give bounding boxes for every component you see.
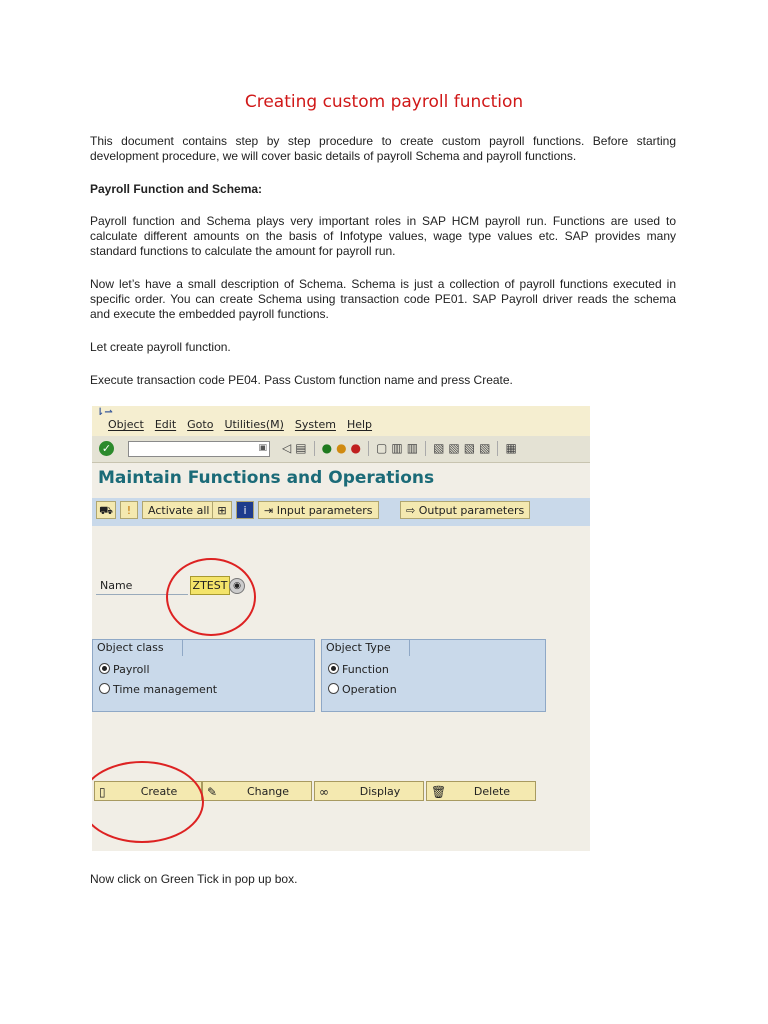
radio-function[interactable] xyxy=(328,663,389,676)
delete-label: Delete xyxy=(473,785,511,798)
object-type-title: Object Type xyxy=(321,639,410,656)
previous-page-icon[interactable]: ▧ xyxy=(448,441,460,455)
find-icon[interactable]: ▥ xyxy=(391,441,403,455)
display-label: Display xyxy=(359,785,401,798)
document-title: Creating custom payroll function xyxy=(244,92,524,112)
menu-system[interactable]: System xyxy=(294,418,336,431)
find-next-icon[interactable]: ▥ xyxy=(406,441,419,455)
save-icon[interactable]: ▤ xyxy=(295,441,307,455)
output-parameters-button[interactable] xyxy=(400,501,530,519)
radio-unselected-icon xyxy=(328,683,339,694)
radio-time-management-label: Time management xyxy=(113,683,218,696)
radio-payroll-label: Payroll xyxy=(113,663,150,676)
radio-payroll[interactable] xyxy=(99,663,150,676)
radio-unselected-icon xyxy=(99,683,110,694)
output-arrow-icon: ⇨ xyxy=(406,504,419,517)
application-toolbar xyxy=(92,498,590,526)
change-label: Change xyxy=(246,785,290,798)
intro-paragraph: This document contains step by step procedure to create custom payroll functions. Before starting development procedure, we will cover basic details of payroll Schema and payroll functions. xyxy=(90,134,676,163)
highlight-circle-name xyxy=(166,558,256,636)
highlight-circle-create xyxy=(92,761,204,843)
activate-all-button[interactable]: Activate all xyxy=(142,501,215,519)
radio-function-label: Function xyxy=(342,663,389,676)
glasses-icon: ∞ xyxy=(319,785,329,799)
back-icon[interactable]: ● xyxy=(321,441,333,455)
value-help-icon[interactable]: ◉ xyxy=(229,578,245,594)
warning-icon[interactable]: ! xyxy=(120,501,138,519)
hierarchy-icon[interactable]: ⊞ xyxy=(212,501,232,519)
create-label: Create xyxy=(140,785,178,798)
dropdown-icon[interactable]: ▣ xyxy=(258,443,267,453)
radio-selected-icon xyxy=(99,663,110,674)
radio-selected-icon xyxy=(328,663,339,674)
last-page-icon[interactable]: ▧ xyxy=(479,441,491,455)
toolbar-separator xyxy=(368,441,369,456)
input-parameters-button[interactable] xyxy=(258,501,379,519)
radio-operation-label: Operation xyxy=(342,683,397,696)
pencil-icon: ✎ xyxy=(207,785,218,799)
menu-edit[interactable]: Edit xyxy=(154,418,177,431)
new-session-icon[interactable]: ▦ xyxy=(505,441,517,455)
menu-object[interactable]: Object xyxy=(108,418,144,431)
step-paragraph: Execute transaction code PE04. Pass Custom function name and press Create. xyxy=(90,373,513,387)
change-button[interactable] xyxy=(202,781,312,801)
info-icon[interactable]: i xyxy=(236,501,254,519)
object-class-group xyxy=(92,639,315,712)
enter-check-icon[interactable]: ✓ xyxy=(99,441,114,456)
input-arrow-icon: ⇥ xyxy=(264,504,277,517)
section-heading: Payroll Function and Schema: xyxy=(90,182,263,196)
sap-screenshot xyxy=(92,406,590,851)
print-icon[interactable]: ▢ xyxy=(376,441,388,455)
first-page-icon[interactable]: ▧ xyxy=(433,441,445,455)
delete-button[interactable] xyxy=(426,781,536,801)
final-instruction-paragraph: Now click on Green Tick in pop up box. xyxy=(90,872,298,886)
exit-icon[interactable]: ● xyxy=(336,441,347,455)
standard-toolbar xyxy=(92,436,590,463)
sap-logo-icon: ⇂⇀ xyxy=(96,407,113,418)
output-parameters-label: Output parameters xyxy=(418,504,525,517)
menu-bar xyxy=(92,406,590,436)
display-button[interactable] xyxy=(314,781,424,801)
next-page-icon[interactable]: ▧ xyxy=(463,441,476,455)
schema-paragraph: Now let’s have a small description of Schema. Schema is just a collection of payroll functions executed in specific order. You can create Schema using transaction code PE01. SAP Payroll driver reads the schema and execute the embedded payroll functions. xyxy=(90,277,676,321)
back-arrow-icon[interactable]: ◁ xyxy=(282,441,292,455)
name-input[interactable]: ZTEST xyxy=(190,576,230,595)
new-document-icon: ▯ xyxy=(99,785,106,799)
input-parameters-label: Input parameters xyxy=(276,504,373,517)
radio-operation[interactable] xyxy=(328,683,397,696)
command-field[interactable] xyxy=(128,441,270,457)
object-type-group xyxy=(321,639,546,712)
toolbar-separator xyxy=(497,441,498,456)
create-intro-paragraph: Let create payroll function. xyxy=(90,340,231,354)
menu-utilities[interactable]: Utilities(M) xyxy=(224,418,284,431)
toolbar-separator xyxy=(314,441,315,456)
transport-icon[interactable]: ⛟ xyxy=(96,501,116,519)
toolbar-separator xyxy=(425,441,426,456)
trash-icon: 🗑 xyxy=(431,785,447,799)
object-class-title: Object class xyxy=(92,639,183,656)
cancel-icon[interactable]: ● xyxy=(350,441,362,455)
name-label: Name xyxy=(100,579,133,592)
screen-title: Maintain Functions and Operations xyxy=(98,468,435,488)
menu-goto[interactable]: Goto xyxy=(187,418,214,431)
radio-time-management[interactable] xyxy=(99,683,217,696)
functions-paragraph: Payroll function and Schema plays very important roles in SAP HCM payroll run. Functions are used to calculate different amounts on the basis of Infotype values, wage type values etc. SAP provides many standard functions to calculate the amount for payroll run. xyxy=(90,214,676,258)
menu-help[interactable]: Help xyxy=(346,418,373,431)
